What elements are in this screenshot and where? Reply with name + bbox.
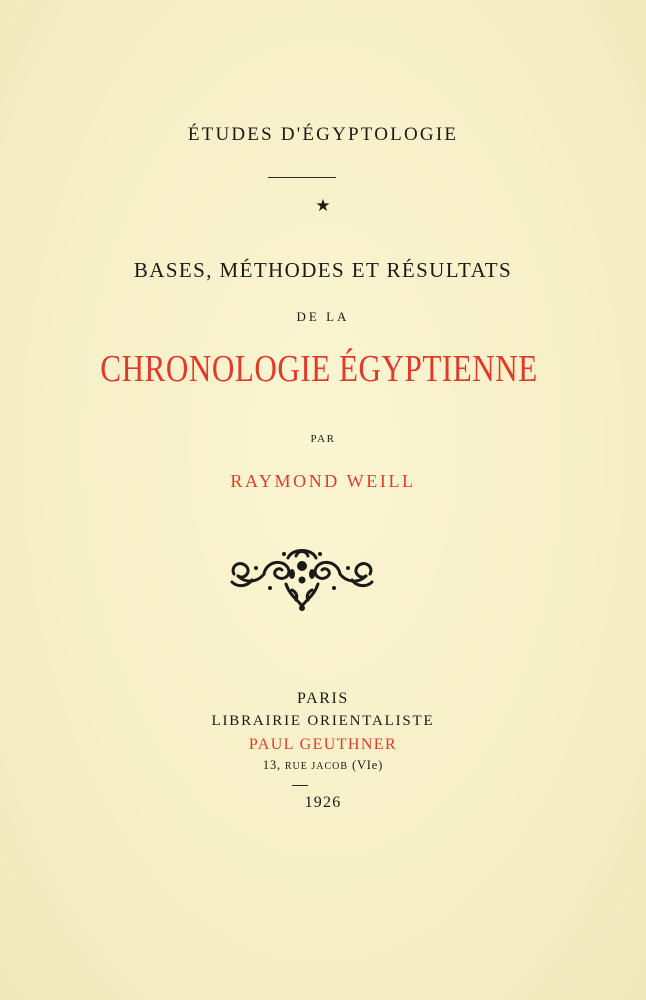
address-street: RUE JACOB: [284, 761, 349, 772]
book-title: CHRONOLOGIE ÉGYPTIENNE: [100, 348, 538, 390]
publisher-name: PAUL GEUTHNER: [248, 736, 398, 753]
publication-year: 1926: [304, 794, 342, 811]
address-district: (VIe): [352, 758, 384, 772]
publisher-label: LIBRAIRIE ORIENTALISTE: [211, 713, 435, 729]
book-subtitle: BASES, MÉTHODES ET RÉSULTATS: [133, 258, 513, 282]
top-rule: [268, 177, 336, 178]
series-title: ÉTUDES D'ÉGYPTOLOGIE: [187, 124, 459, 145]
by-label: PAR: [310, 433, 336, 445]
author-name: RAYMOND WEILL: [230, 471, 416, 491]
title-connector: DE LA: [296, 309, 350, 324]
publication-city: PARIS: [297, 690, 349, 707]
star-icon: ★: [315, 196, 331, 215]
bottom-rule: [292, 785, 308, 786]
floral-vignette-icon: [226, 544, 378, 614]
address-number: 13,: [262, 758, 281, 772]
publisher-address: [0, 758, 646, 773]
